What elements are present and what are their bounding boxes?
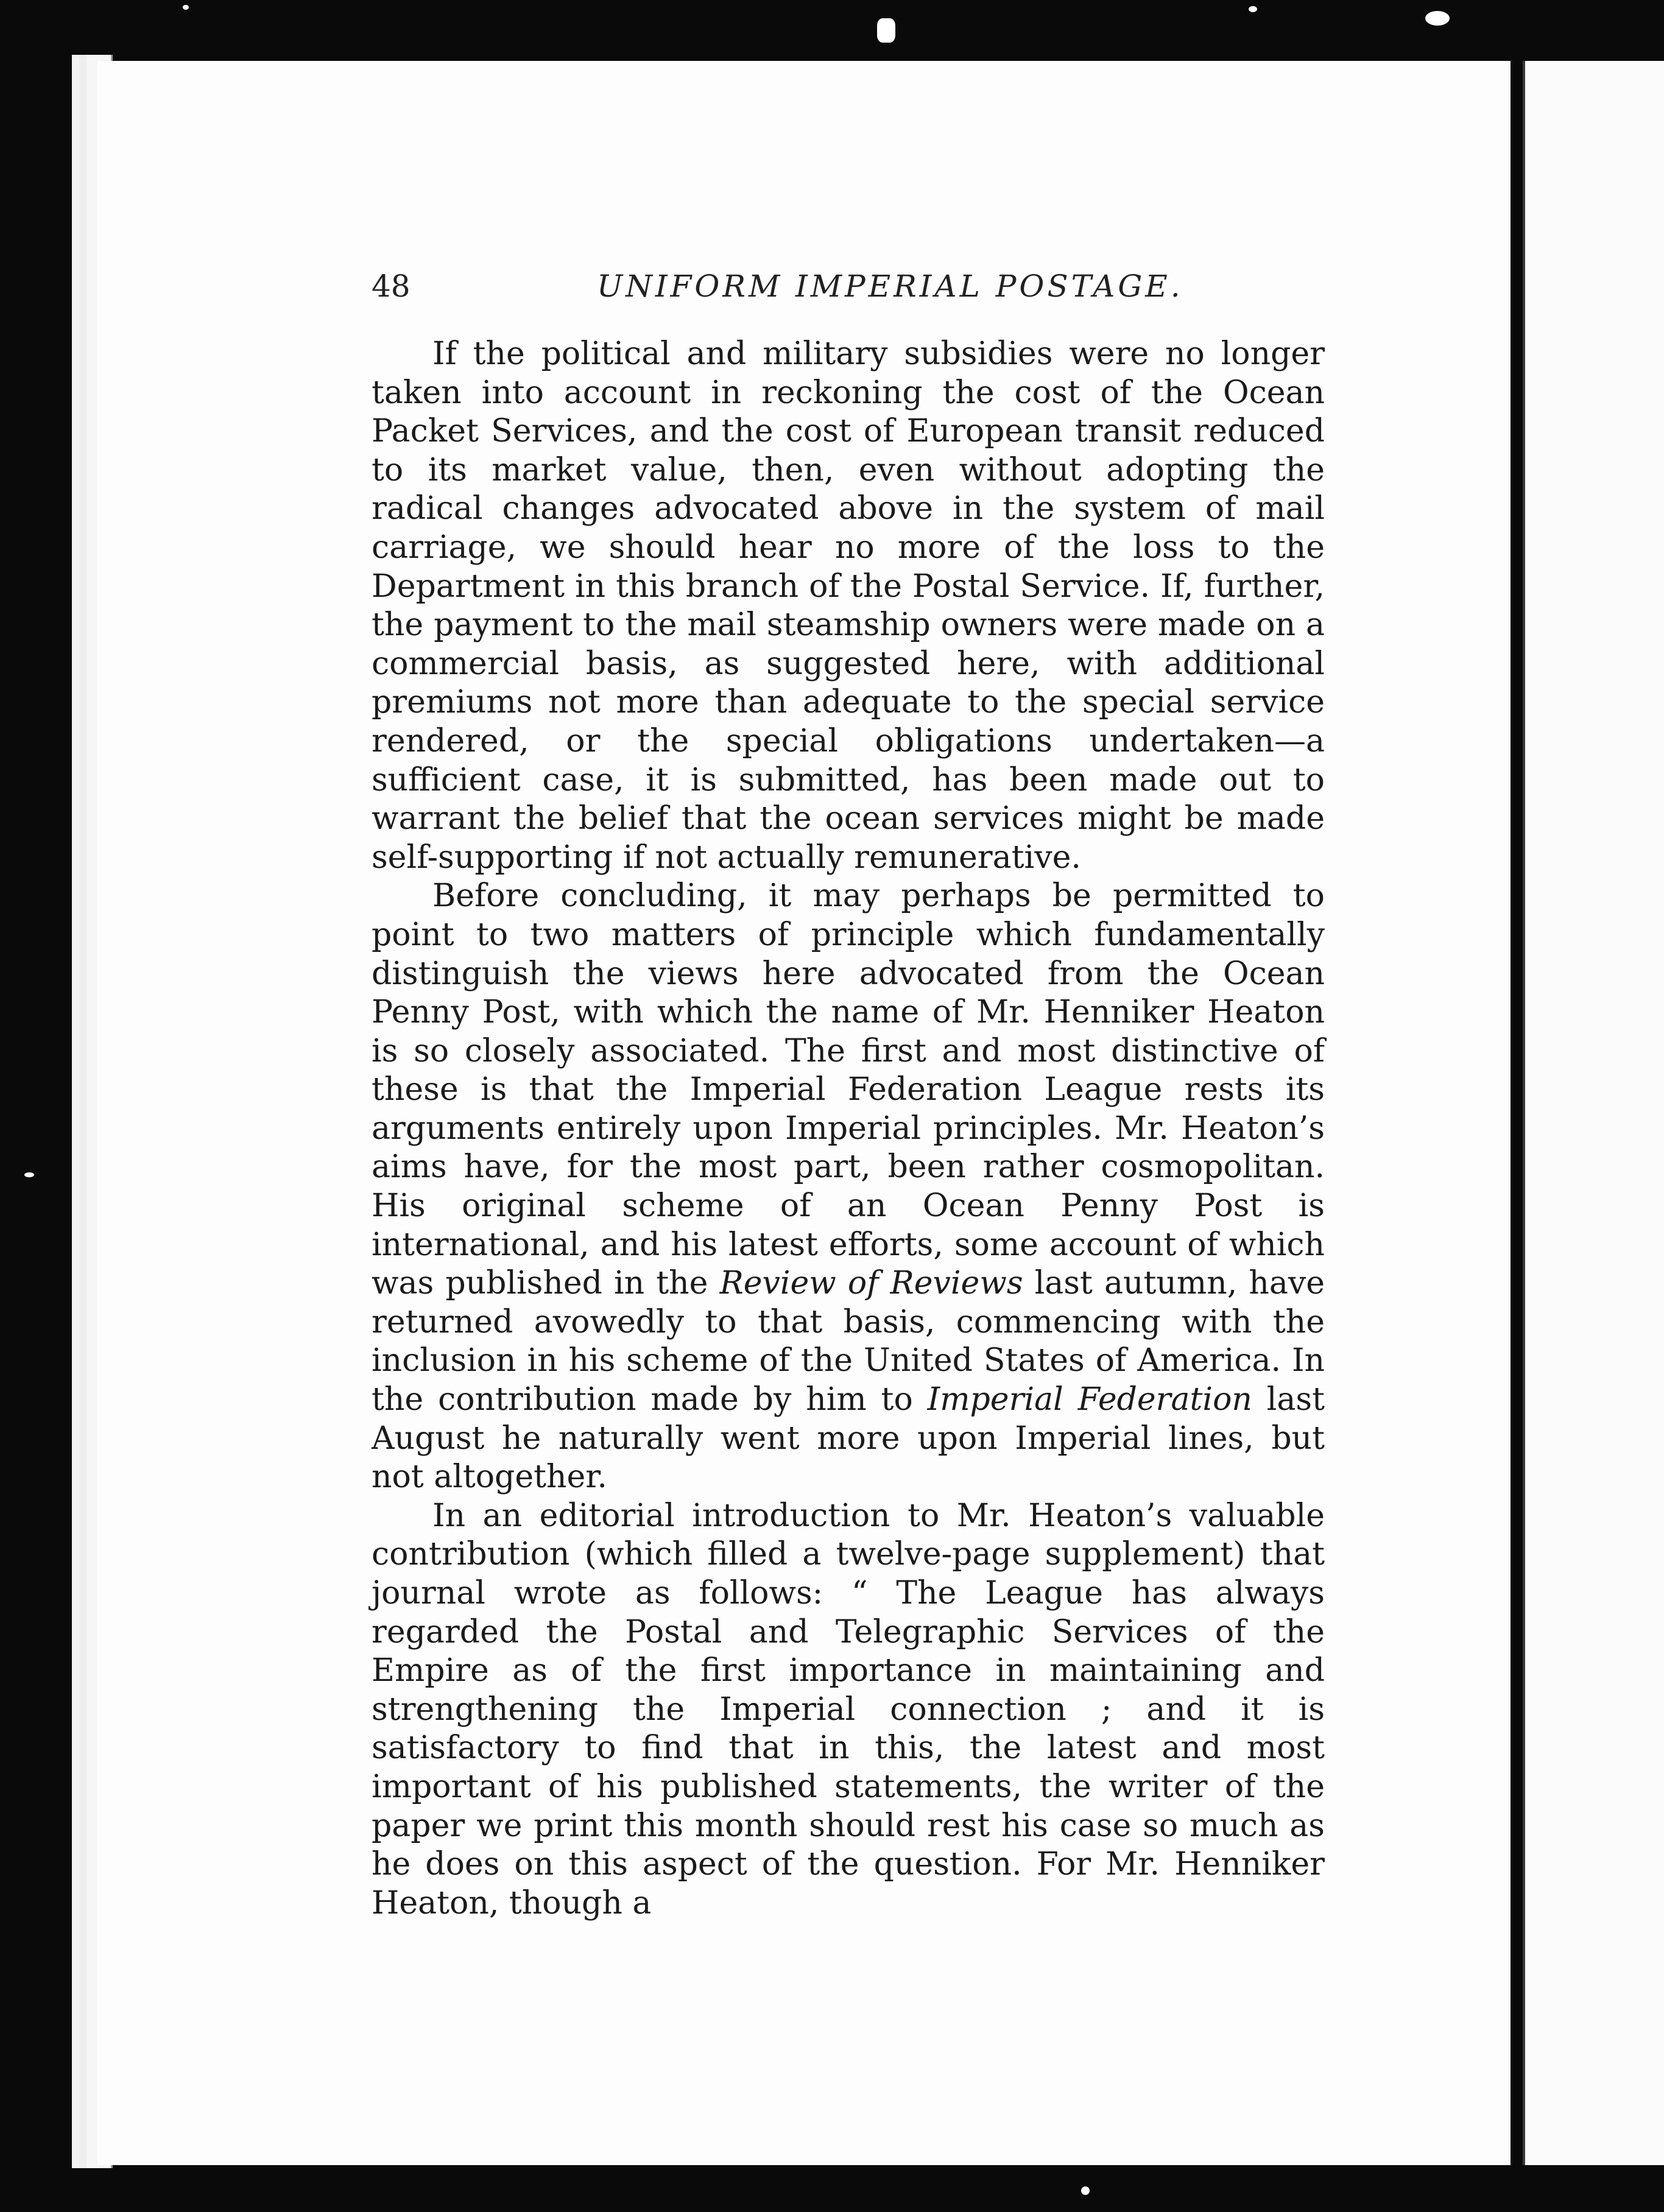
body-text bbox=[372, 335, 1325, 1923]
facing-page-edge bbox=[1523, 61, 1664, 2165]
text-segment: If the political and military subsidies were no longer taken into account in reckoning the cost of the Ocean Packet Services, and the cost of European transit reduced to its market value, then, even without adopting the radical changes advocated above in the system of mail carriage, we should hear no more of the loss to the Department in this branch of the Postal Service. If, further, the payment to the mail steamship owners were made on a commercial basis, as suggested here, with additional premiums not more than adequate to the special service rendered, or the special obligations undertaken—a sufficient case, it is submitted, has been made out to warrant the belief that the ocean services might be made self-supporting if not actually remunerative. bbox=[372, 336, 1325, 876]
page-header bbox=[372, 262, 1328, 311]
paragraph bbox=[372, 877, 1325, 1497]
film-speck bbox=[877, 18, 895, 43]
running-head: UNIFORM IMPERIAL POSTAGE. bbox=[597, 269, 1183, 304]
text-segment: Before concluding, it may perhaps be permitted to point to two matters of principle which fundamentally distinguish the views here advocated from the Ocean Penny Post, with which the name of Mr. Henniker Heaton is so closely associated. The first and most distinctive of these is that the Imperial Federation League rests its arguments entirely upon Imperial principles. Mr. Heaton’s aims have, for the most part, been rather cosmopolitan. His original scheme of an Ocean Penny Post is international, and his latest efforts, some account of which was published in the bbox=[372, 878, 1325, 1302]
film-speck bbox=[1249, 6, 1257, 12]
publication-title: Imperial Federation bbox=[927, 1381, 1252, 1418]
paragraph bbox=[372, 1497, 1325, 1923]
text-segment: last autumn, have returned avowedly to that basis, commencing with the inclusion in his scheme of the United States of America. In the contribution made by him to bbox=[372, 1265, 1325, 1418]
film-speck bbox=[183, 5, 189, 10]
film-speck bbox=[1081, 2186, 1090, 2195]
film-speck bbox=[1425, 11, 1450, 26]
page-number: 48 bbox=[372, 269, 411, 304]
paragraph bbox=[372, 335, 1325, 877]
film-speck bbox=[24, 1172, 34, 1177]
text-segment: In an editorial introduction to Mr. Heaton’s valuable contribution (which filled a twelve-page supplement) that journal wrote as follows: “ The League has always regarded the Postal and Telegraphic Services of the Empire as of the first importance in maintaining and strengthening the Imperial connection ; and it is satisfactory to find that in this, the latest and most important of his published statements, the writer of the paper we print this month should rest his case so much as he does on this aspect of the question. For Mr. Henniker Heaton, though a bbox=[372, 1497, 1325, 1921]
text-segment: last August he naturally went more upon Imperial lines, but not altogether. bbox=[372, 1381, 1325, 1496]
publication-title: Review of Reviews bbox=[719, 1265, 1023, 1302]
